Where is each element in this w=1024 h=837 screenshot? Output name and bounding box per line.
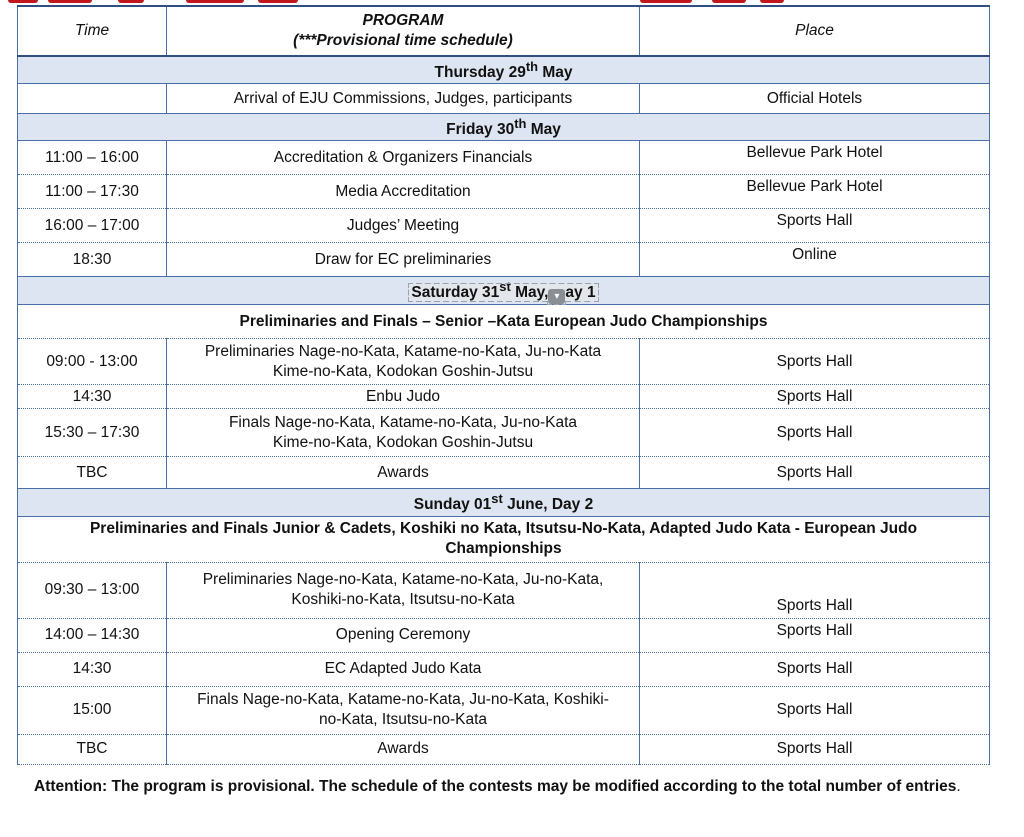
schedule-row xyxy=(18,562,990,618)
program-cell: Awards xyxy=(167,457,640,489)
place-cell: Sports Hall xyxy=(640,385,990,409)
header-program-title: PROGRAM xyxy=(362,12,444,29)
schedule-row xyxy=(18,141,990,175)
place-cell: Sports Hall xyxy=(640,734,990,764)
day-band-friday xyxy=(18,114,990,141)
schedule-row xyxy=(18,734,990,764)
program-cell: Awards xyxy=(167,734,640,764)
event-title: Preliminaries and Finals Junior & Cadets, Koshiki no Kata, Itsutsu-No-Kata, Adapted Judo Kata - European Judo Championships xyxy=(18,516,990,562)
time-cell: 15:30 – 17:30 xyxy=(18,409,167,457)
schedule-row xyxy=(18,385,990,409)
place-cell: Sports Hall xyxy=(640,457,990,489)
time-cell: 11:00 – 16:00 xyxy=(18,141,167,175)
program-cell: Opening Ceremony xyxy=(167,618,640,652)
schedule-row xyxy=(18,339,990,385)
time-cell: 14:30 xyxy=(18,652,167,686)
time-cell: TBC xyxy=(18,457,167,489)
place-cell: Sports Hall xyxy=(640,618,990,652)
header-time: Time xyxy=(18,6,167,56)
time-cell xyxy=(18,84,167,114)
place-cell: Online xyxy=(640,243,990,277)
program-cell: EC Adapted Judo Kata xyxy=(167,652,640,686)
text-selection[interactable]: Saturday 31st May, ▾ ay 1 xyxy=(411,279,596,303)
header-place: Place xyxy=(640,6,990,56)
schedule-row xyxy=(18,84,990,114)
time-cell: 18:30 xyxy=(18,243,167,277)
time-cell: 11:00 – 17:30 xyxy=(18,175,167,209)
time-cell: 16:00 – 17:00 xyxy=(18,209,167,243)
time-cell: TBC xyxy=(18,734,167,764)
time-cell: 15:00 xyxy=(18,686,167,734)
schedule-row xyxy=(18,457,990,489)
program-cell: Judges’ Meeting xyxy=(167,209,640,243)
day-title: Friday 30th May xyxy=(18,114,990,141)
day-title xyxy=(18,277,990,305)
day-band-saturday xyxy=(18,277,990,305)
program-cell: Preliminaries Nage-no-Kata, Katame-no-Kata, Ju-no-Kata, Koshiki-no-Kata, Itsutsu-no-Kata xyxy=(167,562,640,618)
day-band-thursday xyxy=(18,56,990,84)
header-program-subtitle: (***Provisional time schedule) xyxy=(293,32,513,49)
chevron-down-icon[interactable]: ▾ xyxy=(548,289,565,304)
place-cell: Bellevue Park Hotel xyxy=(640,141,990,175)
event-title-row xyxy=(18,305,990,339)
program-cell: Finals Nage-no-Kata, Katame-no-Kata, Ju-no-Kata, Koshiki- no-Kata, Itsutsu-no-Kata xyxy=(167,686,640,734)
program-cell: Finals Nage-no-Kata, Katame-no-Kata, Ju-no-Kata Kime-no-Kata, Kodokan Goshin-Jutsu xyxy=(167,409,640,457)
schedule-table xyxy=(17,5,990,765)
place-cell: Sports Hall xyxy=(640,686,990,734)
schedule-row xyxy=(18,618,990,652)
schedule-row xyxy=(18,686,990,734)
event-title-row xyxy=(18,516,990,562)
program-cell: Enbu Judo xyxy=(167,385,640,409)
program-cell: Arrival of EJU Commissions, Judges, participants xyxy=(167,84,640,114)
day-title: Sunday 01st June, Day 2 xyxy=(18,489,990,516)
time-cell: 14:30 xyxy=(18,385,167,409)
schedule-row xyxy=(18,175,990,209)
program-cell: Preliminaries Nage-no-Kata, Katame-no-Kata, Ju-no-Kata Kime-no-Kata, Kodokan Goshin-Jutsu xyxy=(167,339,640,385)
day-band-sunday xyxy=(18,489,990,516)
place-cell: Official Hotels xyxy=(640,84,990,114)
program-cell: Draw for EC preliminaries xyxy=(167,243,640,277)
program-cell: Media Accreditation xyxy=(167,175,640,209)
schedule-row xyxy=(18,652,990,686)
header-program xyxy=(167,6,640,56)
place-cell: Bellevue Park Hotel xyxy=(640,175,990,209)
attention-note: Attention: The program is provisional. The schedule of the contests may be modified according to the total number of entries. xyxy=(34,778,961,795)
event-title: Preliminaries and Finals – Senior –Kata European Judo Championships xyxy=(18,305,990,339)
schedule-row xyxy=(18,409,990,457)
place-cell: Sports Hall xyxy=(640,209,990,243)
header-row xyxy=(18,6,990,56)
time-cell: 14:00 – 14:30 xyxy=(18,618,167,652)
place-cell: Sports Hall xyxy=(640,409,990,457)
place-cell: Sports Hall xyxy=(640,339,990,385)
time-cell: 09:30 – 13:00 xyxy=(18,562,167,618)
schedule-row xyxy=(18,209,990,243)
time-cell: 09:00 - 13:00 xyxy=(18,339,167,385)
program-cell: Accreditation & Organizers Financials xyxy=(167,141,640,175)
place-cell: Sports Hall xyxy=(640,562,990,618)
place-cell: Sports Hall xyxy=(640,652,990,686)
day-title: Thursday 29th May xyxy=(18,56,990,84)
schedule-row xyxy=(18,243,990,277)
schedule-table-wrapper xyxy=(17,5,989,765)
